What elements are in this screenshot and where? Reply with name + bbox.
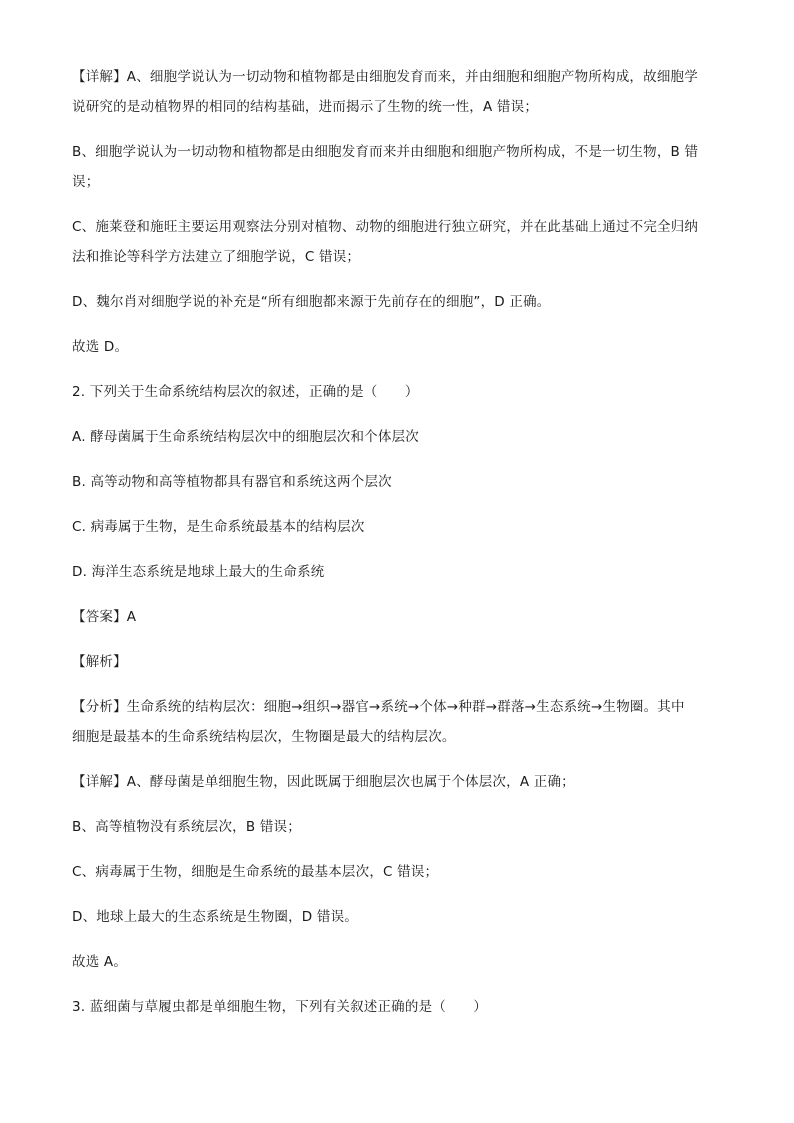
detail-paragraph-1: 【详解】A、细胞学说认为一切动物和植物都是由细胞发育而来，并由细胞和细胞产物所构成，故细胞学 — [72, 69, 698, 85]
document-page — [72, 62, 722, 1022]
detail-paragraph-1-cont: 说研究的是动植物界的相同的结构基础，进而揭示了生物的统一性，A 错误； — [72, 99, 539, 115]
question-2-option-b: B. 高等动物和高等植物都具有器官和系统这两个层次 — [72, 474, 392, 490]
detail-option-d: D、魏尔肖对细胞学说的补充是“所有细胞都来源于先前存在的细胞”，D 正确。 — [72, 294, 551, 310]
answer-label: 【答案】A — [72, 609, 137, 625]
detail-2-option-d: D、地球上最大的生态系统是生物圈，D 错误。 — [72, 909, 358, 925]
analysis-paragraph-cont: 细胞是最基本的生命系统结构层次，生物圈是最大的结构层次。 — [72, 729, 456, 745]
detail-2-option-c: C、病毒属于生物，细胞是生命系统的最基本层次，C 错误； — [72, 864, 439, 880]
question-2-stem: 2. 下列关于生命系统结构层次的叙述，正确的是（ ） — [72, 384, 419, 400]
choice-conclusion-1: 故选 D。 — [72, 339, 129, 355]
question-3-stem: 3. 蓝细菌与草履虫都是单细胞生物，下列有关叙述正确的是（ ） — [72, 999, 488, 1015]
analysis-label: 【解析】 — [72, 654, 127, 670]
detail-option-c: C、施莱登和施旺主要运用观察法分别对植物、动物的细胞进行独立研究，并在此基础上通过不完全归纳 — [72, 219, 699, 235]
detail-2-option-a: 【详解】A、酵母菌是单细胞生物，因此既属于细胞层次也属于个体层次，A 正确； — [72, 774, 575, 790]
question-2-option-d: D. 海洋生态系统是地球上最大的生命系统 — [72, 564, 325, 580]
analysis-paragraph: 【分析】生命系统的结构层次：细胞→组织→器官→系统→个体→种群→群落→生态系统→生物圈。其中 — [72, 699, 685, 715]
question-2-option-a: A. 酵母菌属于生命系统结构层次中的细胞层次和个体层次 — [72, 429, 419, 445]
detail-option-c-cont: 法和推论等科学方法建立了细胞学说，C 错误； — [72, 249, 361, 265]
choice-conclusion-2: 故选 A。 — [72, 954, 128, 970]
detail-2-option-b: B、高等植物没有系统层次，B 错误； — [72, 819, 301, 835]
detail-option-b-cont: 误； — [72, 174, 100, 190]
detail-option-b: B、细胞学说认为一切动物和植物都是由细胞发育而来并由细胞和细胞产物所构成，不是一切生物，B 错 — [72, 144, 699, 160]
question-2-option-c: C. 病毒属于生物，是生命系统最基本的结构层次 — [72, 519, 365, 535]
